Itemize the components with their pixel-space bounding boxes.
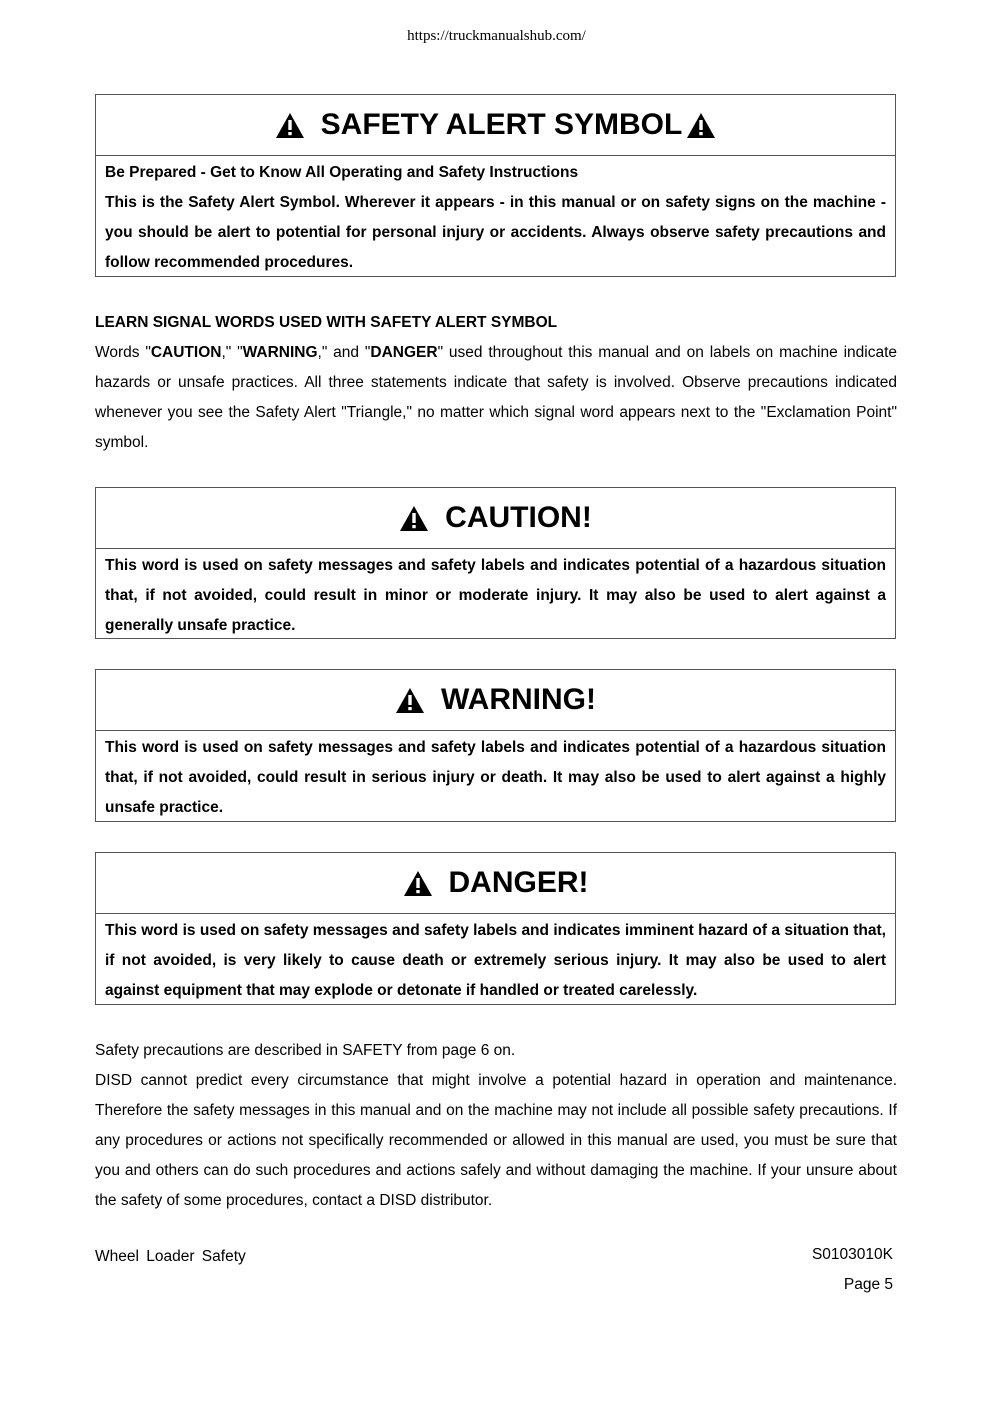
- safety-alert-title: SAFETY ALERT SYMBOL: [320, 108, 683, 141]
- warning-triangle-icon: [275, 112, 305, 139]
- word-warning: WARNING: [242, 344, 318, 361]
- safety-alert-body: [96, 156, 895, 281]
- caution-title: CAUTION!: [445, 501, 592, 534]
- source-url[interactable]: https://truckmanualshub.com/: [407, 28, 586, 44]
- page-number: Page 5: [843, 1276, 893, 1293]
- closing-section: [95, 1036, 897, 1216]
- warning-triangle-icon: [395, 687, 425, 714]
- signal-words-section: [95, 308, 897, 458]
- warning-title: WARNING!: [441, 683, 596, 716]
- closing-paragraph: DISD cannot predict every circumstance that might involve a potential hazard in operation and maintenance. Therefore the safety messages in this manual and on the machine may not include all possible safety precautions. If any procedures or actions not specifically recommended or allowed in this manual are used, you must be sure that you and others can do such procedures and actions safely and without damaging the machine. If your unsure about the safety of some procedures, contact a DISD distributor.: [95, 1072, 897, 1209]
- caution-body: This word is used on safety messages and safety labels and indicates potential of a hazardous situation that, if not avoided, could result in minor or moderate injury. It may also be used to alert against a generally unsafe practice.: [105, 557, 886, 634]
- caution-box: [95, 487, 896, 639]
- warning-triangle-icon: [686, 112, 716, 139]
- safety-alert-subtitle: Be Prepared - Get to Know All Operating and Safety Instructions: [105, 164, 579, 181]
- warning-header: [96, 670, 895, 731]
- warning-body: This word is used on safety messages and safety labels and indicates potential of a hazardous situation that, if not avoided, could result in serious injury or death. It may also be used to alert against a highly unsafe practice.: [105, 739, 886, 816]
- signal-words-text: Words "CAUTION," "WARNING," and "DANGER" used throughout this manual and on labels on machine indicate hazards or unsafe practices. All three statements indicate that safety is involved. Observe precautions indicated whenever you see the Safety Alert "Triangle," no matter which signal word appears next to the "Exclamation Point" symbol.: [95, 344, 897, 451]
- danger-body: This word is used on safety messages and safety labels and indicates imminent hazard of a situation that, if not avoided, is very likely to cause death or extremely serious injury. It may also be used to alert against equipment that may explode or detonate if handled or treated carelessly.: [105, 922, 886, 999]
- safety-alert-text: This is the Safety Alert Symbol. Wherever it appears - in this manual or on safety signs on the machine - you should be alert to potential for personal injury or accidents. Always observe safety precautions and follow recommended procedures.: [105, 194, 886, 271]
- safety-alert-box: [95, 94, 896, 277]
- warning-box: [95, 669, 896, 822]
- caution-header: [96, 488, 895, 549]
- signal-words-heading: LEARN SIGNAL WORDS USED WITH SAFETY ALERT SYMBOL: [95, 314, 558, 331]
- danger-header: [96, 853, 895, 914]
- footer-title: Wheel Loader Safety: [95, 1248, 246, 1265]
- warning-triangle-icon: [399, 505, 429, 532]
- closing-line: Safety precautions are described in SAFETY from page 6 on.: [95, 1042, 516, 1059]
- danger-title: DANGER!: [448, 866, 589, 899]
- safety-alert-header: [96, 95, 895, 156]
- footer-right: [812, 1240, 893, 1300]
- danger-box: [95, 852, 896, 1005]
- warning-triangle-icon: [403, 870, 433, 897]
- word-danger: DANGER: [370, 344, 438, 361]
- document-code: S0103010K: [811, 1246, 893, 1263]
- word-caution: CAUTION: [150, 344, 222, 361]
